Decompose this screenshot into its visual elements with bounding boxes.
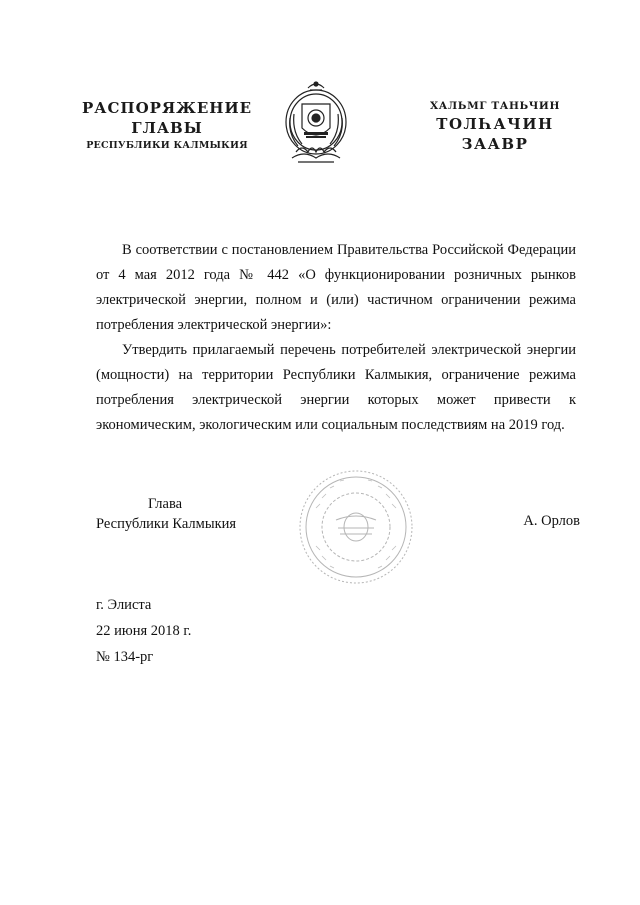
signatory-name: А. Орлов <box>523 513 580 529</box>
header-left-block <box>82 98 252 154</box>
signatory-title-line1: Глава <box>148 496 183 512</box>
header-right-line1: ХАЛЬМГ ТАНЬЧИН <box>430 100 560 112</box>
footer-date: 22 июня 2018 г. <box>96 623 192 639</box>
body-paragraph-1: В соответствии с постановлением Правительства Российской Федерации от 4 мая 2012 года № 442 «О функционировании розничных рынков электрической энергии, полном и (или) частичном ограничении режима потребления электрической энергии»: <box>96 242 576 333</box>
header-left-region: РЕСПУБЛИКИ КАЛМЫКИЯ <box>86 140 248 151</box>
header-left-title: РАСПОРЯЖЕНИЕ <box>82 99 253 117</box>
header-right-block <box>410 98 580 154</box>
header-right-line2: ТОЛҺАЧИН <box>436 115 554 133</box>
body-paragraph-2: Утвердить прилагаемый перечень потребителей электрической энергии (мощности) на территории Республики Калмыкия, ограничение режима потребления электрической энергии которых может привести к экономическим, экологическим или социальным последствиям на 2019 год. <box>96 342 576 433</box>
signatory-title <box>96 494 256 534</box>
document-footer <box>96 592 191 670</box>
header-right-line3: ЗААВР <box>461 135 529 153</box>
official-seal-icon <box>296 468 416 586</box>
footer-number: № 134-рг <box>96 649 154 665</box>
coat-of-arms-icon <box>282 78 350 166</box>
footer-city: г. Элиста <box>96 597 152 613</box>
document-body <box>96 238 576 438</box>
signatory-title-line2: Республики Калмыкия <box>96 516 237 532</box>
header-left-subtitle: ГЛАВЫ <box>131 119 203 137</box>
